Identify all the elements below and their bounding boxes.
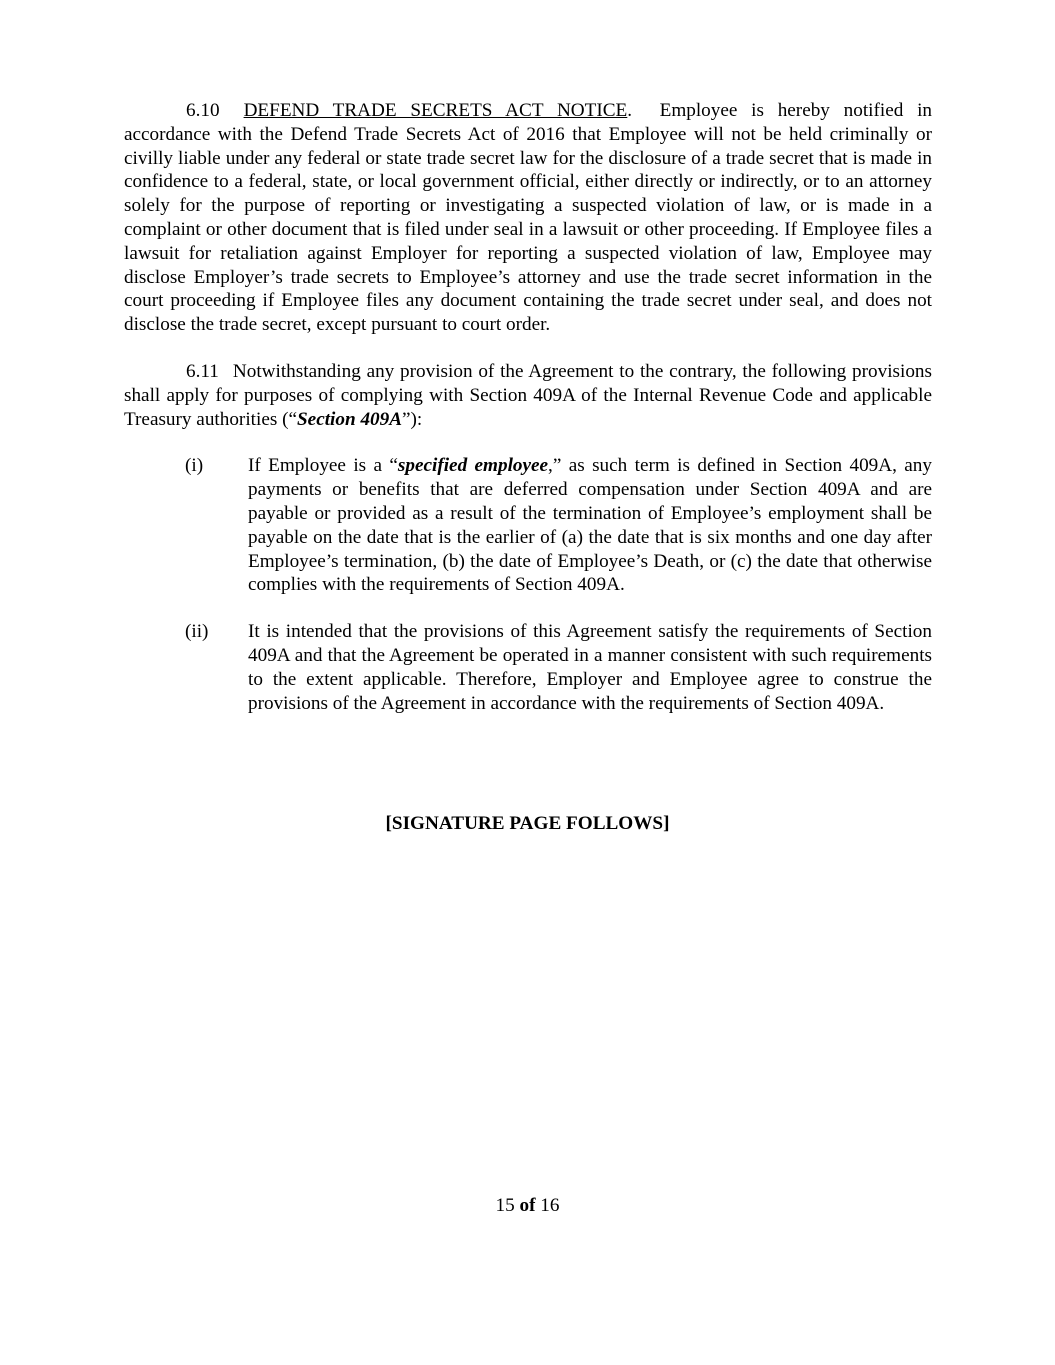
document-page	[124, 99, 932, 715]
list-item-label: (ii)	[185, 621, 209, 643]
section-6-10	[124, 99, 932, 337]
list-item	[124, 620, 932, 715]
section-409a-list	[124, 454, 932, 715]
section-heading: DEFEND TRADE SECRETS ACT NOTICE	[243, 100, 628, 121]
section-body: Employee is hereby notified in accordance with the Defend Trade Secrets Act of 2016 that Employee will not be held criminally or civilly liable under any federal or state trade secret law for the disclosure of a trade secret that is made in confidence to a federal, state, or local government official, either directly or indirectly, or to an attorney solely for the purpose of reporting or investigating a suspected violation of law, or is made in a complaint or other document that is filed under seal in a lawsuit or other proceeding. If Employee files a lawsuit for retaliation against Employer for reporting a suspected violation of law, Employee may disclose Employer’s trade secrets to Employee’s attorney and use the trade secret information in the court proceeding if Employee files any document containing the trade secret under seal, and does not disclose the trade secret, except pursuant to court order.	[124, 100, 933, 336]
list-item-text: It is intended that the provisions of this Agreement satisfy the requirements of Section 409A and that the Agreement be operated in a manner consistent with such requirements to the extent applicable. Therefore, Employer and Employee agree to construe the provisions of the Agreement in accordance with the requirements of Section 409A.	[248, 621, 932, 714]
defined-term: specified employee	[397, 455, 549, 477]
signature-page-notice: [SIGNATURE PAGE FOLLOWS]	[385, 813, 670, 834]
section-number: 6.10	[186, 100, 220, 121]
heading-punctuation: .	[627, 100, 660, 121]
current-page: 15	[495, 1195, 515, 1216]
total-pages: 16	[540, 1195, 560, 1216]
list-item-label: (i)	[185, 455, 204, 477]
section-body-end: ”):	[402, 408, 423, 430]
section-6-11	[124, 360, 932, 431]
of-word: of	[519, 1195, 536, 1216]
defined-term: Section 409A	[297, 408, 403, 430]
page-number-footer	[0, 1194, 1055, 1218]
section-body-start: Notwithstanding any provision of the Agreement to the contrary, the following provisions shall apply for purposes of complying with Section 409A of the Internal Revenue Code and applicable Treasury authorities (“	[124, 360, 932, 430]
section-number: 6.11	[186, 360, 219, 382]
list-item-text: If Employee is a “specified employee,” as such term is defined in Section 409A, any payments or benefits that are deferred compensation under Section 409A and are payable or provided as a result of the termination of Employee’s employment shall be payable on the date that is the earlier of (a) the date that is six months and one day after Employee’s termination, (b) the date of Employee’s Death, or (c) the date that otherwise complies with the requirements of Section 409A.	[248, 455, 932, 596]
list-item	[124, 454, 932, 597]
